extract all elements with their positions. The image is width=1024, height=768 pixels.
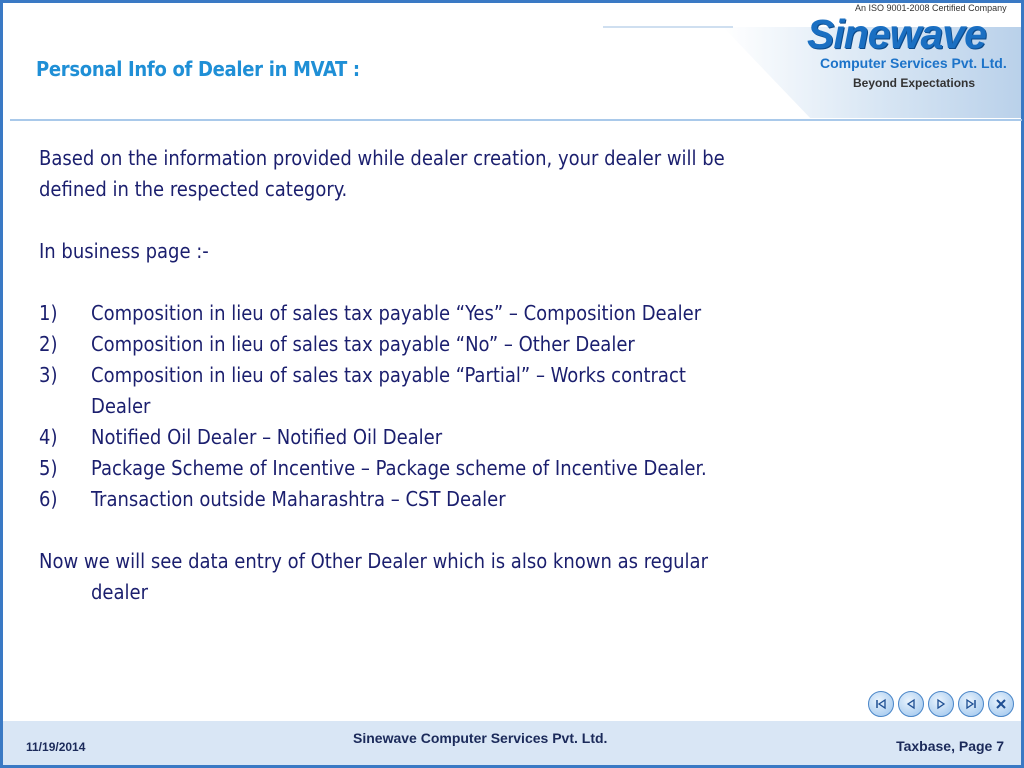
- list-item: [39, 484, 859, 515]
- list-text: Package Scheme of Incentive – Package scheme of Incentive Dealer.: [91, 456, 707, 480]
- list-number: 6): [39, 487, 58, 511]
- iso-certification-text: An ISO 9001-2008 Certified Company: [855, 3, 1007, 13]
- footer-page-number: Taxbase, Page 7: [896, 738, 1004, 754]
- header-divider: [10, 119, 1022, 121]
- intro-line-2: defined in the respected category.: [39, 177, 348, 201]
- list-text: Composition in lieu of sales tax payable “No” – Other Dealer: [91, 332, 635, 356]
- slide-navigation: [868, 691, 1014, 717]
- last-slide-button[interactable]: [958, 691, 984, 717]
- slide-footer: [3, 721, 1021, 765]
- slide-title: Personal Info of Dealer in MVAT :: [36, 57, 360, 81]
- previous-slide-button[interactable]: [898, 691, 924, 717]
- list-item: [39, 329, 859, 360]
- list-item: [39, 298, 859, 329]
- slide-body: [39, 143, 859, 608]
- closing-line-1: Now we will see data entry of Other Dealer which is also known as regular: [39, 549, 708, 573]
- business-heading: In business page :-: [39, 239, 209, 263]
- last-slide-icon: [964, 697, 978, 711]
- company-logo: [800, 2, 1022, 102]
- footer-date: 11/19/2014: [26, 740, 86, 754]
- brand-tagline: Beyond Expectations: [853, 76, 976, 90]
- closing-line-2: dealer: [91, 580, 148, 604]
- list-text: Composition in lieu of sales tax payable “Yes” – Composition Dealer: [91, 301, 702, 325]
- next-slide-icon: [934, 697, 948, 711]
- brand-subtitle: Computer Services Pvt. Ltd.: [820, 55, 1007, 71]
- next-slide-button[interactable]: [928, 691, 954, 717]
- footer-company: Sinewave Computer Services Pvt. Ltd.: [353, 730, 608, 746]
- first-slide-icon: [874, 697, 888, 711]
- first-slide-button[interactable]: [868, 691, 894, 717]
- intro-line-1: Based on the information provided while dealer creation, your dealer will be: [39, 146, 725, 170]
- list-number: 2): [39, 332, 58, 356]
- close-icon: [994, 697, 1008, 711]
- list-number: 1): [39, 301, 58, 325]
- list-item: [39, 360, 859, 391]
- list-item: [39, 453, 859, 484]
- list-number: 5): [39, 456, 58, 480]
- list-text: Notified Oil Dealer – Notified Oil Dealer: [91, 425, 443, 449]
- list-number: 4): [39, 425, 58, 449]
- previous-slide-icon: [904, 697, 918, 711]
- list-number: 3): [39, 363, 58, 387]
- list-text: Transaction outside Maharashtra – CST Dealer: [91, 487, 506, 511]
- list-text-continuation: Dealer: [91, 394, 151, 418]
- brand-name: Sinewave: [807, 11, 986, 57]
- list-item: [39, 422, 859, 453]
- close-button[interactable]: [988, 691, 1014, 717]
- list-text: Composition in lieu of sales tax payable “Partial” – Works contract: [91, 363, 686, 387]
